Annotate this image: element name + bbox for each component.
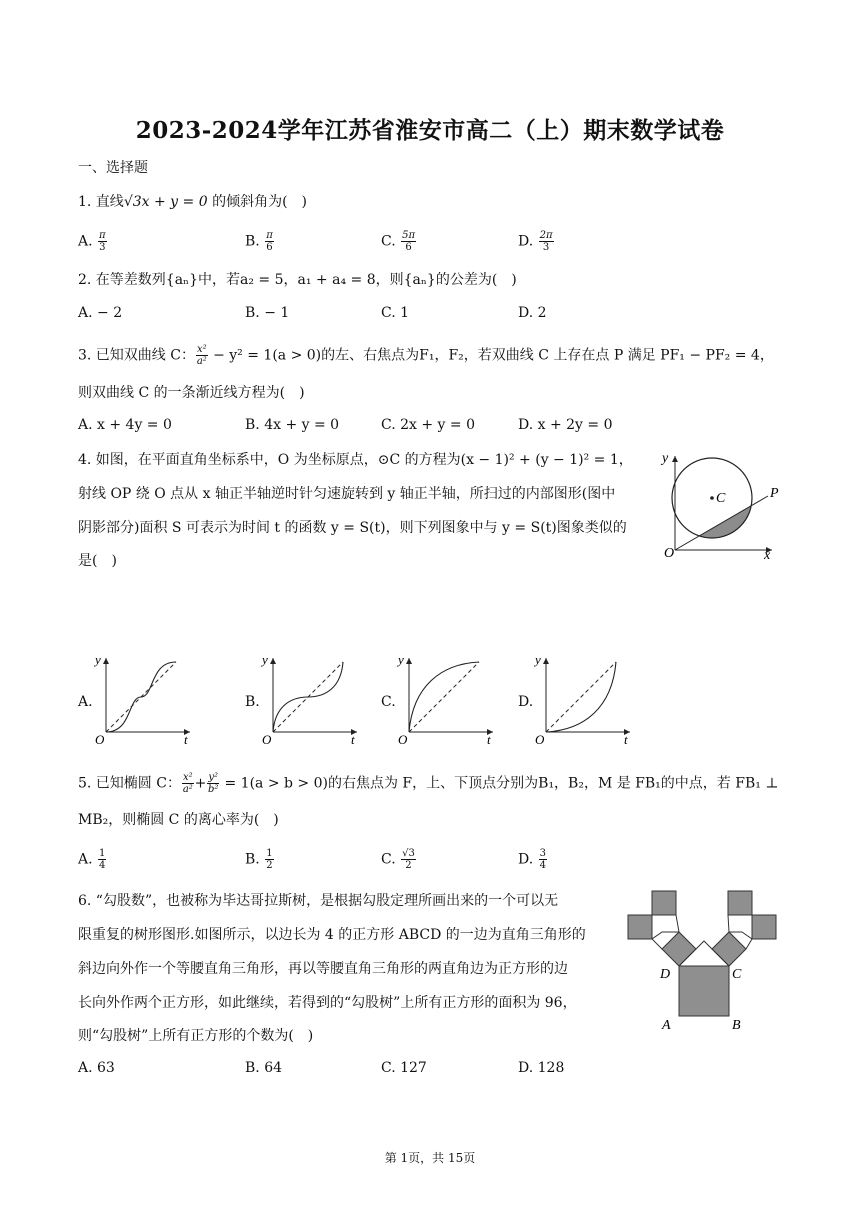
option-fraction: $\frac{5\pi}{6}$ — [402, 230, 416, 253]
q2-option-b[interactable]: B. − 1 — [245, 305, 290, 321]
q3-fraction: $\frac{\text{x²}}{\text{a²}}$ — [196, 344, 207, 367]
svg-text:y: y — [95, 652, 101, 667]
q6-option-a[interactable]: A. 63 — [78, 1060, 115, 1076]
q6-stem-line5: 则“勾股树”上所有正方形的个数为( ) — [78, 1028, 314, 1044]
q3-option-c[interactable]: C. 2x + y = 0 — [381, 417, 475, 433]
option-label: A. — [78, 233, 93, 250]
svg-text:t: t — [487, 732, 491, 747]
option-label: A. — [78, 851, 93, 868]
q6-stem-line3: 斜边向外作一个等腰直角三角形，再以等腰直角三角形的两直角边为正方形的边 — [78, 961, 568, 977]
q3-option-b[interactable]: B. 4x + y = 0 — [245, 417, 340, 433]
svg-text:t: t — [351, 732, 355, 747]
option-label: D. — [518, 233, 534, 250]
svg-text:t: t — [624, 732, 628, 747]
q6-tree-figure — [622, 886, 782, 1034]
fig-label-y: y — [662, 451, 669, 466]
q6-option-c[interactable]: C. 127 — [381, 1060, 427, 1076]
fig-label-c: C — [716, 491, 726, 506]
option-label: B. — [245, 233, 260, 250]
option-label: C. — [381, 851, 396, 868]
q5-stem-post: = 1(a > b > 0)的右焦点为 F，上、下顶点分别为B₁，B₂，M 是 FB₁的中点，若 FB₁ ⊥ — [220, 775, 779, 792]
fig-label-c: C — [732, 967, 742, 982]
q1-option-d[interactable] — [518, 230, 555, 253]
q4-stem-line3: 阴影部分)面积 S 可表示为时间 t 的函数 y = S(t)，则下列图象中与 y = S(t)图象类似的 — [78, 520, 627, 536]
q6-stem-line1: 6. “勾股数”，也被称为毕达哥拉斯树，是根据勾股定理所画出来的一个可以无 — [78, 893, 559, 909]
q3-stem-line2: 则双曲线 C 的一条渐近线方程为( ) — [78, 385, 305, 401]
option-fraction: $\frac{\pi}{6}$ — [266, 230, 273, 253]
q2-option-c[interactable]: C. 1 — [381, 305, 410, 321]
svg-text:y: y — [262, 652, 268, 667]
q4-graph-d — [534, 650, 634, 750]
q4-graph-b — [261, 650, 361, 750]
fig-label-d: D — [660, 967, 671, 982]
q1-stem-pre: 1. 直线 — [78, 194, 124, 210]
q5-fraction-y: $\frac{\text{y²}}{\text{b²}}$ — [208, 772, 219, 795]
q4-circle-figure — [660, 450, 780, 565]
svg-text:O: O — [262, 732, 272, 747]
q5-option-a[interactable] — [78, 848, 107, 871]
q5-option-b[interactable] — [245, 848, 275, 871]
q4-graph-a — [94, 650, 194, 750]
section-heading: 一、选择题 — [78, 160, 148, 176]
page-footer: 第 1页，共 15页 — [384, 1151, 476, 1165]
q3-stem-post: − y² = 1(a > 0)的左、右焦点为F₁，F₂，若双曲线 C 上存在点 P 满足 PF₁ − PF₂ = 4， — [208, 347, 774, 364]
q6-option-d[interactable]: D. 128 — [518, 1060, 565, 1076]
fig-label-x: x — [764, 548, 771, 563]
q4-option-b[interactable]: B. — [245, 694, 260, 710]
option-fraction: $\frac{1}{4}$ — [99, 848, 106, 871]
q2-option-a[interactable]: A. − 2 — [78, 305, 123, 321]
q5-stem-pre: 5. 已知椭圆 C： — [78, 775, 181, 792]
option-fraction: $\frac{2\pi}{3}$ — [539, 230, 553, 253]
q6-stem-line4: 长向外作两个正方形，如此继续，若得到的“勾股树”上所有正方形的面积为 96， — [78, 995, 577, 1011]
option-label: C. — [381, 233, 396, 250]
q1-stem-post: 的倾斜角为( ) — [207, 194, 307, 210]
svg-text:t: t — [184, 732, 188, 747]
q5-stem: 5. 已知椭圆 C： $\frac{\text{x²}}{\text{a²}}$ + $\frac{\text{y²}}{\text{b²}}$ = 1(a > b > 0)的右焦点为 F，上、下顶点分别为B₁，B₂，M 是 FB₁的中点，若 FB₁ ⊥ — [78, 772, 779, 795]
svg-text:y: y — [398, 652, 404, 667]
svg-text:O: O — [95, 732, 105, 747]
svg-text:O: O — [398, 732, 408, 747]
svg-text:y: y — [535, 652, 541, 667]
q5-stem-line2: MB₂，则椭圆 C 的离心率为( ) — [78, 812, 279, 828]
q3-option-a[interactable]: A. x + 4y = 0 — [78, 417, 172, 433]
q4-option-d[interactable]: D. — [518, 694, 534, 710]
option-label: B. — [245, 851, 260, 868]
q1-option-c[interactable] — [381, 230, 417, 253]
svg-text:O: O — [535, 732, 545, 747]
fig-label-a: A — [662, 1018, 671, 1033]
q4-stem-line2: 射线 OP 绕 O 点从 x 轴正半轴逆时针匀速旋转到 y 轴正半轴，所扫过的内部图形(图中 — [78, 486, 616, 502]
q1-stem — [78, 192, 307, 212]
q6-stem-line2: 限重复的树形图形.如图所示，以边长为 4 的正方形 ABCD 的一边为直角三角形的 — [78, 927, 586, 943]
q3-stem — [78, 344, 774, 367]
q4-stem-line4: 是( ) — [78, 553, 117, 569]
q1-option-b[interactable] — [245, 230, 275, 253]
page-title: 2023-2024学年江苏省淮安市高二（上）期末数学试卷 — [135, 117, 725, 144]
option-fraction: $\frac{√3}{2}$ — [402, 848, 415, 871]
option-label: D. — [518, 851, 534, 868]
q2-stem: 2. 在等差数列{aₙ}中，若a₂ = 5，a₁ + a₄ = 8，则{aₙ}的公差为( ) — [78, 272, 517, 288]
q4-stem-line1: 4. 如图，在平面直角坐标系中，O 为坐标原点，⊙C 的方程为(x − 1)² + (y − 1)² = 1， — [78, 452, 633, 468]
fig-label-o: O — [664, 546, 675, 561]
q4-graph-c — [397, 650, 497, 750]
q3-option-d[interactable]: D. x + 2y = 0 — [518, 417, 613, 433]
q5-option-d[interactable] — [518, 848, 548, 871]
q1-stem-math: √3x + y = 0 — [123, 194, 208, 210]
q3-stem-pre: 3. 已知双曲线 C： — [78, 347, 195, 364]
option-fraction: $\frac{3}{4}$ — [539, 848, 547, 871]
q2-option-d[interactable]: D. 2 — [518, 305, 547, 321]
option-fraction: $\frac{\pi}{3}$ — [99, 230, 106, 253]
option-fraction: $\frac{1}{2}$ — [266, 848, 273, 871]
q1-option-a[interactable] — [78, 230, 108, 253]
q4-option-a[interactable]: A. — [78, 694, 93, 710]
fig-label-p: P — [770, 486, 779, 501]
q6-option-b[interactable]: B. 64 — [245, 1060, 283, 1076]
q5-option-c[interactable] — [381, 848, 417, 871]
q5-fraction-x: $\frac{\text{x²}}{\text{a²}}$ — [182, 772, 193, 795]
q4-option-c[interactable]: C. — [381, 694, 396, 710]
fig-label-b: B — [732, 1018, 741, 1033]
